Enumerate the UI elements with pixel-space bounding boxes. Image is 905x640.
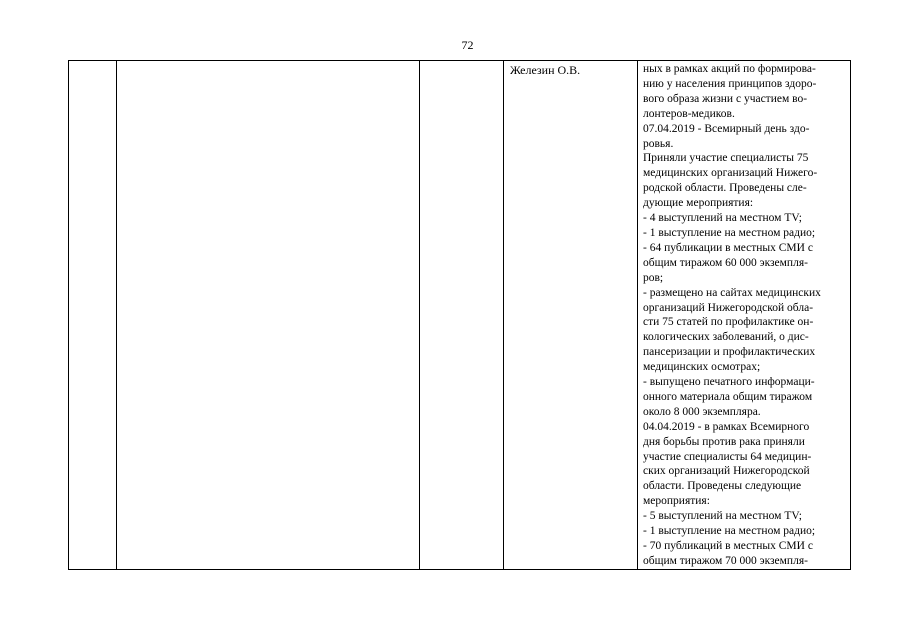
result-line: нию у населения принципов здоро-	[643, 77, 817, 90]
responsible-cell	[504, 61, 638, 570]
result-line: - размещено на сайтах медицинских	[643, 286, 821, 299]
result-line: сти 75 статей по профилактике он-	[643, 316, 814, 329]
result-line: медицинских организаций Нижего-	[643, 167, 818, 180]
number-cell	[69, 61, 117, 570]
result-line: организаций Нижегородской обла-	[643, 301, 814, 314]
result-line: мероприятия:	[643, 495, 710, 508]
result-line: медицинских осмотрах;	[643, 361, 761, 374]
result-line: - 64 публикации в местных СМИ с	[643, 241, 813, 254]
result-line: около 8 000 экземпляра.	[643, 405, 761, 418]
result-line: ровья.	[643, 137, 674, 150]
report-table	[68, 60, 851, 570]
result-line: участие специалисты 64 медицин-	[643, 450, 812, 463]
result-line: родской области. Проведены сле-	[643, 182, 807, 195]
result-line: вого образа жизни с участием во-	[643, 92, 808, 105]
result-text	[638, 61, 850, 569]
result-line: - 70 публикаций в местных СМИ с	[643, 540, 813, 552]
result-line: ных в рамках акций по формирова-	[643, 63, 816, 75]
result-line: ских организаций Нижегородской	[643, 465, 810, 478]
result-line: ров;	[643, 271, 664, 284]
activity-cell	[117, 61, 420, 570]
result-line: 07.04.2019 - Всемирный день здо-	[643, 122, 810, 135]
result-line: пансеризации и профилактических	[643, 346, 816, 359]
deadline-cell	[420, 61, 504, 570]
result-line: Приняли участие специалисты 75	[643, 152, 809, 165]
page-number: 72	[461, 38, 474, 52]
result-line: лонтеров-медиков.	[643, 107, 735, 120]
result-line: общим тиражом 70 000 экземпля-	[643, 554, 808, 567]
result-line: онного материала общим тиражом	[643, 390, 813, 403]
result-line: кологических заболеваний, о дис-	[643, 331, 809, 344]
result-line: - выпущено печатного информаци-	[643, 376, 815, 389]
result-line: - 1 выступление на местном радио;	[643, 226, 816, 239]
result-line: общим тиражом 60 000 экземпля-	[643, 256, 808, 269]
result-line: - 1 выступление на местном радио;	[643, 525, 816, 538]
result-line: дующие мероприятия:	[643, 197, 754, 210]
responsible-name: Железин О.В.	[510, 63, 581, 77]
result-line: дня борьбы против рака приняли	[643, 435, 805, 448]
result-line: - 5 выступлений на местном TV;	[643, 510, 802, 523]
result-line: - 4 выступлений на местном TV;	[643, 212, 802, 225]
result-line: 04.04.2019 - в рамках Всемирного	[643, 420, 810, 433]
table-row	[69, 61, 851, 570]
result-line: области. Проведены следующие	[643, 480, 802, 493]
result-cell	[638, 61, 851, 570]
